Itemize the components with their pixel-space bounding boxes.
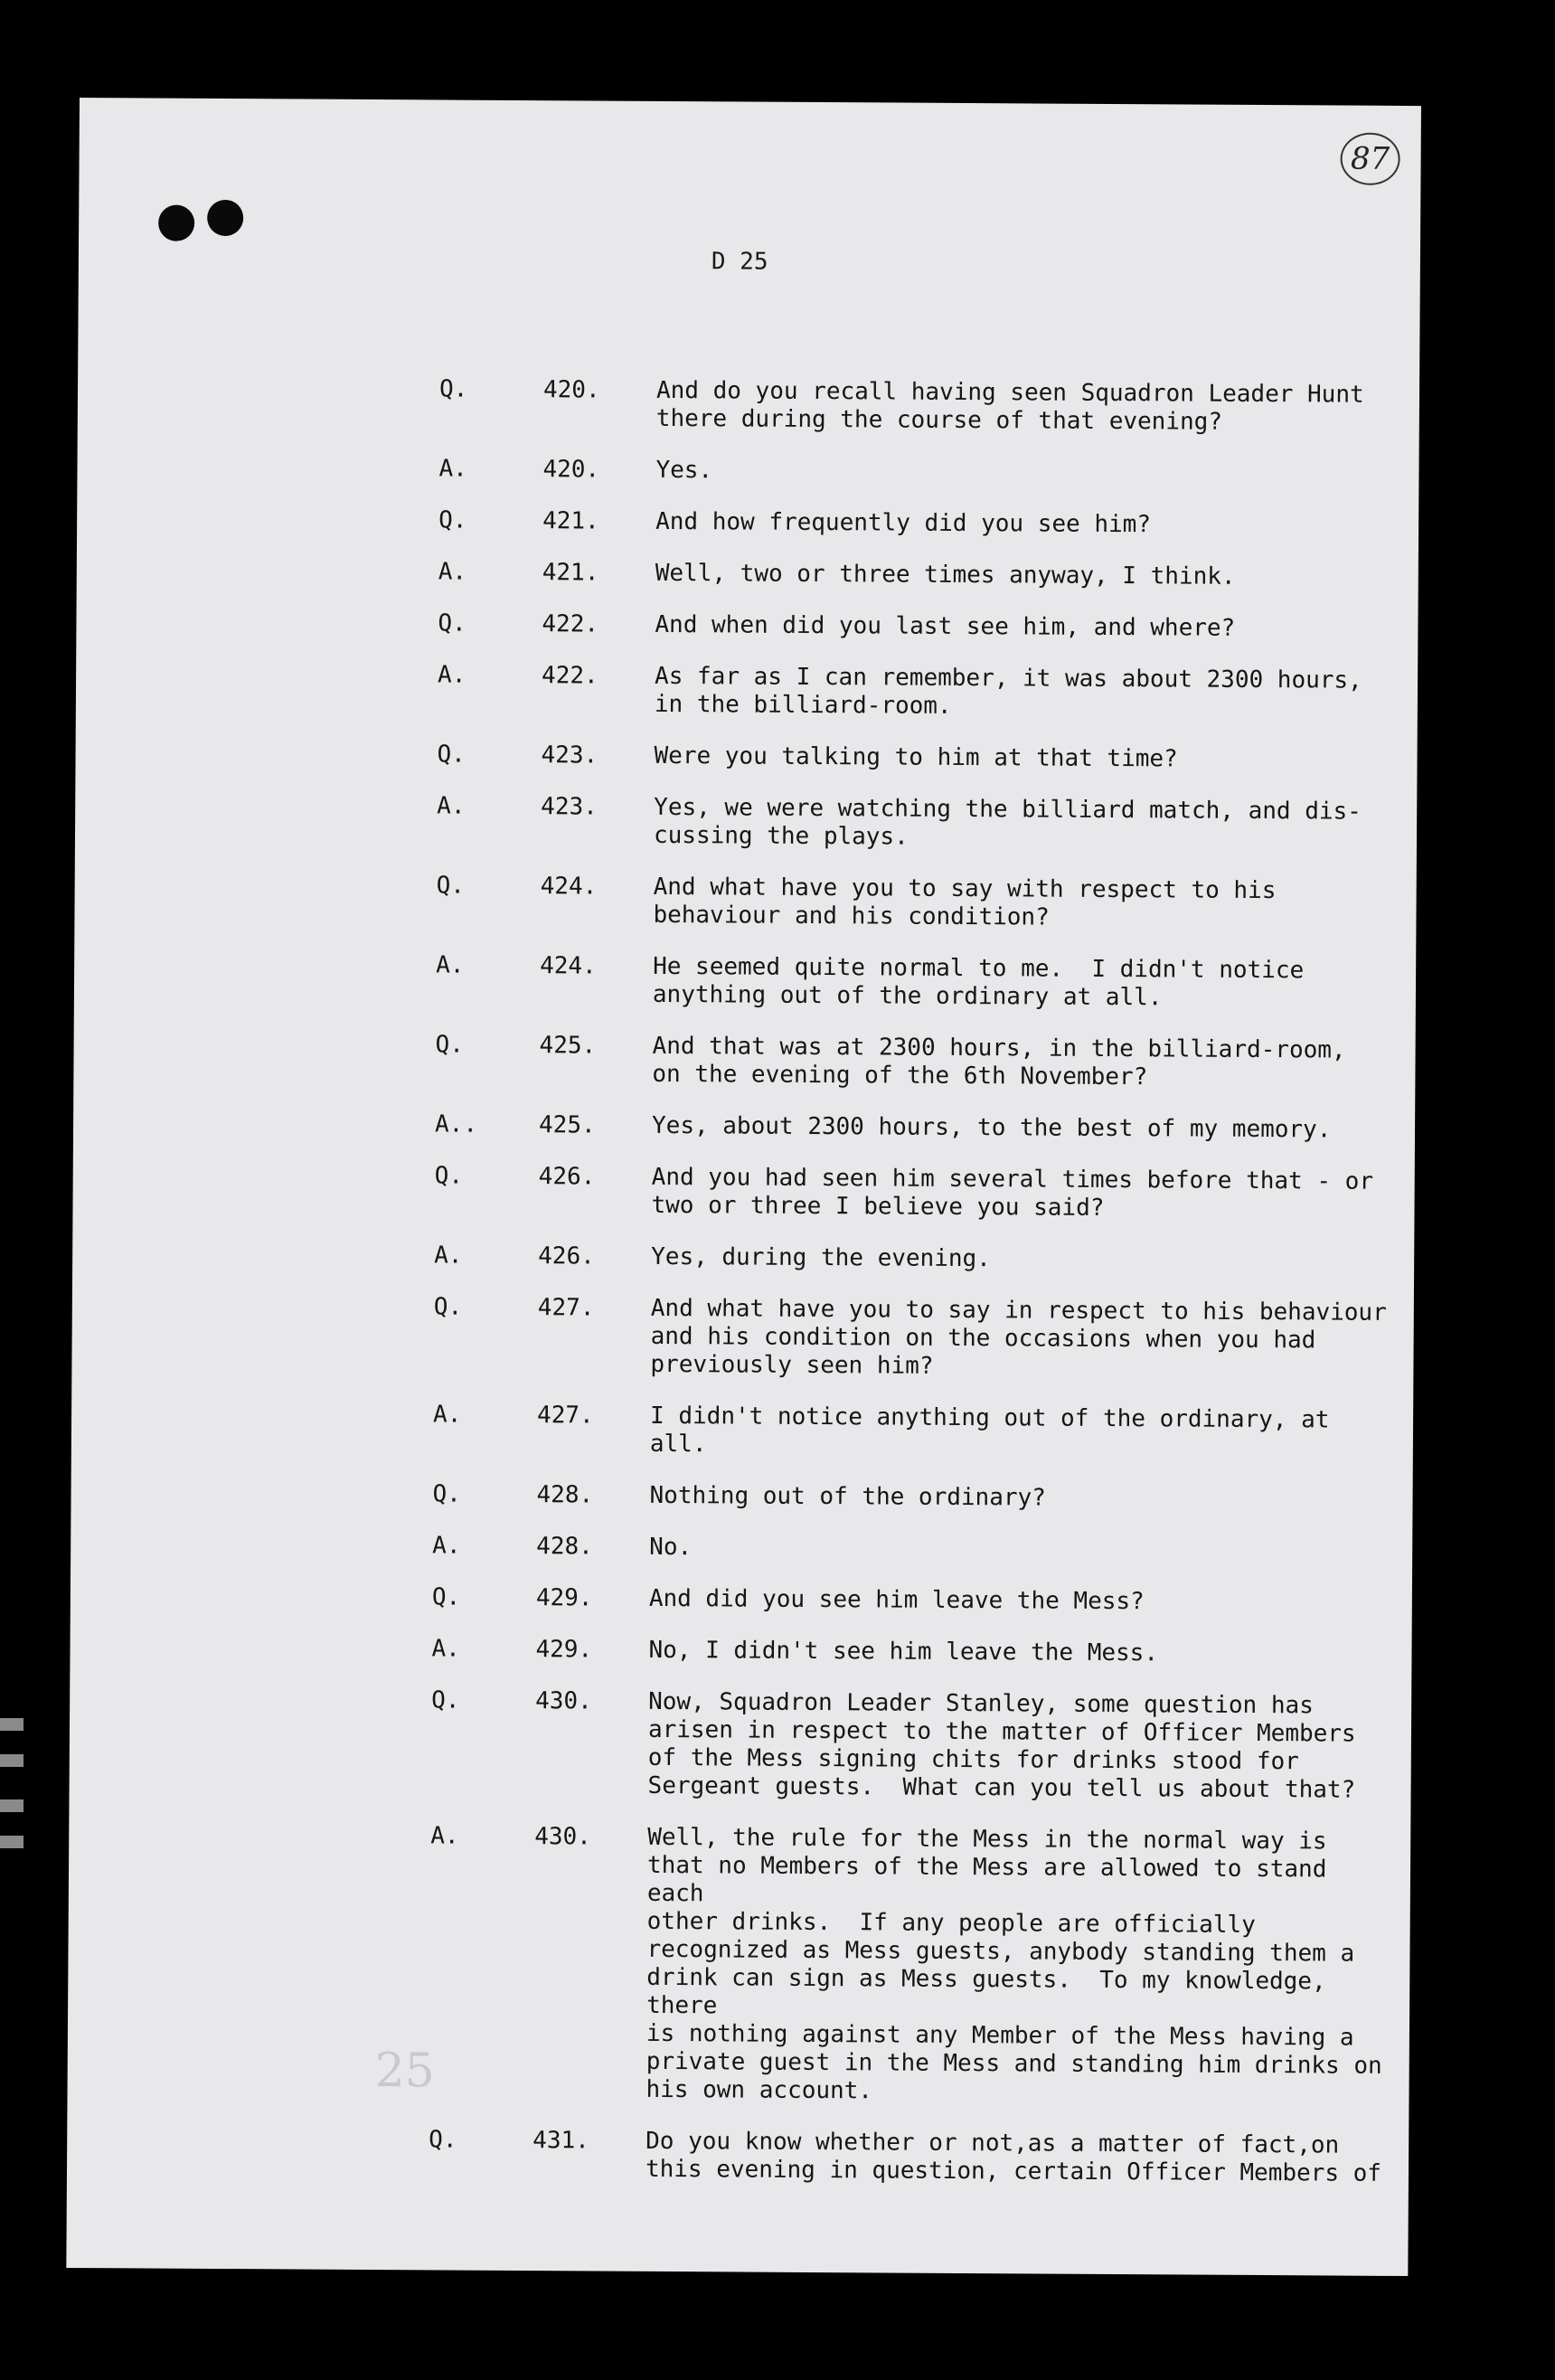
transcript-entry (438, 558, 1397, 591)
speaker-label: A. (433, 1401, 462, 1429)
transcript-entry (439, 375, 1398, 437)
question-number: 422. (542, 610, 599, 638)
transcript-entry (435, 1110, 1393, 1144)
speaker-label: Q. (429, 2126, 457, 2154)
transcript-entry (429, 1822, 1389, 2108)
question-number: 425. (539, 1032, 597, 1060)
document-reference: D 25 (711, 248, 768, 276)
question-number: 430. (534, 1823, 591, 1851)
entry-text: Were you talking to him at that time? (654, 741, 1178, 773)
scan-edge-mark (0, 1718, 24, 1731)
transcript-entry (438, 506, 1397, 540)
question-number: 420. (542, 376, 600, 404)
transcript-entry (438, 609, 1396, 643)
question-number: 427. (537, 1294, 595, 1322)
transcript-entry (429, 2126, 1387, 2187)
speaker-label: Q. (432, 1480, 461, 1508)
question-number: 428. (536, 1481, 594, 1509)
transcript-entry (433, 1401, 1391, 1462)
transcript-entry (431, 1686, 1390, 1804)
transcript-entry (434, 1242, 1392, 1275)
speaker-label: Q. (438, 609, 466, 638)
scan-edge-mark (0, 1754, 24, 1767)
question-number: 429. (535, 1636, 593, 1664)
speaker-label: A. (431, 1635, 460, 1663)
speaker-label: A.. (434, 1110, 478, 1138)
speaker-label: Q. (438, 375, 468, 403)
entry-text: He seemed quite normal to me. I didn't notice anything out of the ordinary at all. (652, 952, 1305, 1012)
speaker-label: A. (430, 1822, 459, 1850)
question-number: 421. (542, 559, 599, 587)
entry-text: No, I didn't see him leave the Mess. (648, 1636, 1159, 1667)
speaker-label: Q. (436, 872, 466, 900)
question-number: 423. (541, 793, 598, 821)
entry-text: As far as I can remember, it was about 2300 hours, in the billiard-room. (654, 662, 1362, 720)
entry-text: Nothing out of the ordinary? (649, 1481, 1046, 1512)
question-number: 427. (537, 1402, 594, 1430)
scan-edge-mark (0, 1836, 24, 1848)
speaker-label: Q. (438, 506, 467, 534)
document-page (66, 98, 1421, 2276)
transcript-entry (438, 661, 1396, 722)
question-number: 429. (535, 1584, 593, 1612)
question-number: 430. (535, 1687, 592, 1715)
entry-text: Well, the rule for the Mess in the normal way is that no Members of the Mess are allowed to stand each other drinks. If any people are officially recognized as Mess guests, anybody standing them a drink can sign as Mess guests. To my knowledge, there is nothing against any Member of the Mess having a private guest in the Mess and standing him drinks on his own account. (646, 1823, 1382, 2105)
speaker-label: A. (432, 1532, 461, 1560)
transcript-entry (432, 1532, 1390, 1565)
speaker-label: Q. (431, 1583, 461, 1611)
speaker-label: A. (437, 792, 466, 820)
entry-text: And how frequently did you see him? (655, 507, 1152, 539)
transcript-entry (432, 1583, 1390, 1617)
speaker-label: A. (438, 661, 466, 689)
punch-hole (207, 200, 243, 236)
punch-hole (158, 205, 194, 241)
speaker-label: Q. (435, 1031, 465, 1059)
question-number: 425. (538, 1111, 596, 1139)
question-number: 421. (542, 507, 599, 535)
transcript-entries (429, 375, 1398, 2187)
entry-text: Well, two or three times anyway, I think. (655, 559, 1236, 590)
entry-text: Yes, during the evening. (651, 1242, 991, 1273)
speaker-label: Q. (431, 1686, 460, 1714)
transcript-entry (435, 1031, 1393, 1092)
entry-text: Yes. (655, 456, 713, 485)
question-number: 423. (541, 741, 598, 770)
entry-text: And that was at 2300 hours, in the billiard-room, on the evening of the 6th November? (652, 1032, 1346, 1091)
question-number: 424. (540, 873, 598, 901)
transcript-entry (436, 872, 1394, 933)
transcript-entry (432, 1480, 1390, 1514)
question-number: 431. (532, 2127, 589, 2155)
transcript-entry (436, 951, 1394, 1013)
entry-text: Yes, we were watching the billiard match, and dis- cussing the plays. (653, 793, 1362, 851)
question-number: 420. (542, 456, 600, 484)
question-number: 422. (542, 662, 598, 690)
speaker-label: Q. (434, 1162, 464, 1190)
faint-stamp: 25 (374, 2044, 436, 2099)
question-number: 426. (538, 1163, 596, 1191)
transcript-entry (437, 792, 1395, 854)
transcript-entry (434, 1162, 1392, 1223)
speaker-label: Q. (433, 1293, 463, 1321)
transcript-entry (437, 741, 1395, 774)
speaker-label: A. (436, 951, 465, 979)
question-number: 424. (540, 952, 597, 980)
entry-text: Do you know whether or not,as a matter of fact,on this evening in question, certain Officer Members of (645, 2127, 1382, 2187)
speaker-label: A. (438, 455, 467, 483)
entry-text: And do you recall having seen Squadron Leader Hunt there during the course of that evening? (655, 376, 1364, 436)
page-number: 87 (1340, 133, 1400, 185)
entry-text: And what have you to say with respect to his behaviour and his condition? (653, 873, 1277, 931)
entry-text: And when did you last see him, and where? (655, 610, 1236, 642)
speaker-label: A. (438, 558, 467, 586)
speaker-label: A. (434, 1242, 463, 1270)
question-number: 426. (538, 1242, 595, 1270)
speaker-label: Q. (437, 741, 466, 769)
entry-text: Now, Squadron Leader Stanley, some question has arisen in respect to the matter of Officer Members of the Mess signing chits for drinks stood for Sergeant guests. What can you tell us about that? (647, 1687, 1356, 1804)
entry-text: Yes, about 2300 hours, to the best of my memory. (651, 1111, 1332, 1144)
question-number: 428. (536, 1533, 593, 1561)
entry-text: I didn't notice anything out of the ordinary, at all. (649, 1402, 1344, 1459)
transcript-entry (431, 1635, 1390, 1668)
entry-text: And you had seen him several times before that - or two or three I believe you said? (651, 1163, 1374, 1222)
entry-text: And what have you to say in respect to his behaviour and his condition on the occasions when you had previously seen him? (650, 1294, 1387, 1380)
entry-text: No. (649, 1533, 693, 1562)
scan-edge-mark (0, 1799, 24, 1812)
transcript-entry (433, 1293, 1392, 1383)
transcript-entry (438, 455, 1397, 488)
entry-text: And did you see him leave the Mess? (648, 1584, 1145, 1616)
